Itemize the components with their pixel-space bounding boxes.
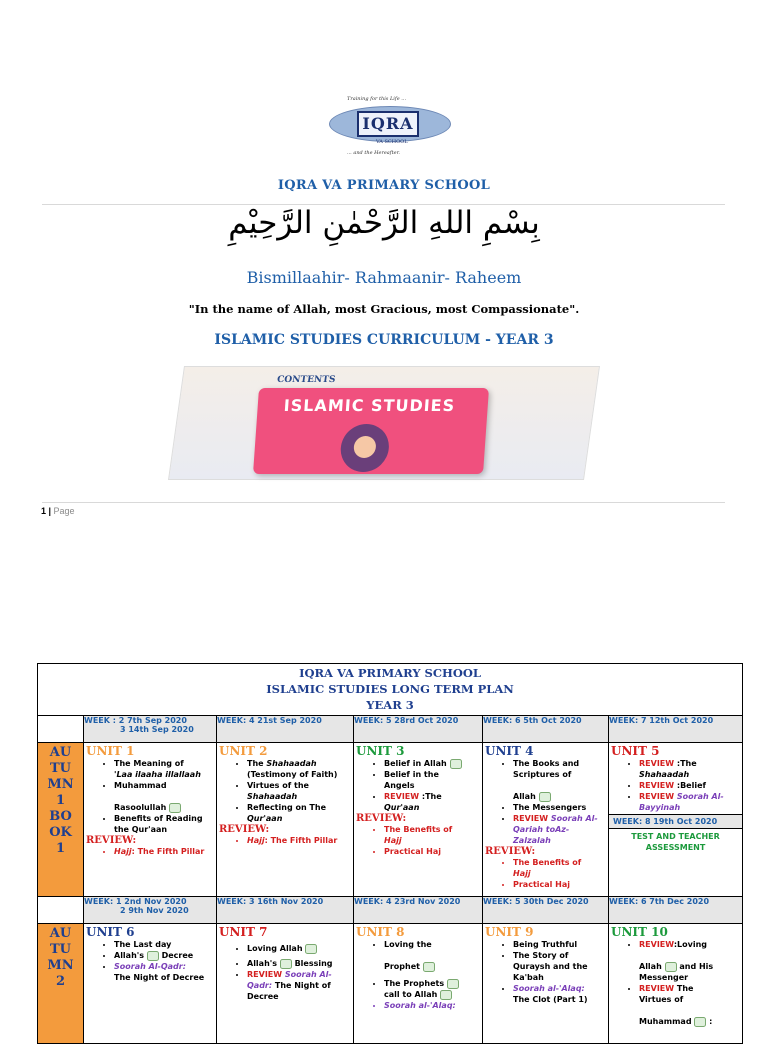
topic: Ka'bah bbox=[513, 973, 544, 982]
topic: The bbox=[247, 759, 267, 768]
topic: Allah bbox=[513, 792, 536, 801]
week-label: WEEK: 8 19th Oct 2020 bbox=[609, 814, 742, 829]
week-label: 2 9th Nov 2020 bbox=[120, 906, 189, 915]
week-cell bbox=[84, 716, 217, 743]
week-label: WEEK: 4 23rd Nov 2020 bbox=[354, 897, 461, 906]
topic: Decree bbox=[158, 951, 194, 960]
unit-3-cell bbox=[354, 743, 483, 897]
logo-tagline-top: Training for this Life ... bbox=[347, 96, 407, 102]
week-label: WEEK: 6 5th Oct 2020 bbox=[483, 716, 582, 725]
book-cover bbox=[253, 388, 489, 474]
topic: Muhammad bbox=[639, 1017, 692, 1026]
topic: Being Truthful bbox=[513, 940, 578, 949]
calligraphy-icon bbox=[440, 990, 452, 1000]
review-label: REVIEW: bbox=[356, 813, 407, 824]
topic: : bbox=[706, 1017, 713, 1026]
plan-header bbox=[38, 664, 743, 716]
topic: Hajj bbox=[114, 847, 132, 856]
topic: Allah bbox=[639, 962, 662, 971]
textbook-cover-image bbox=[176, 366, 590, 478]
topic: :The bbox=[674, 759, 697, 768]
term-label-autumn-2: AU TU MN 2 bbox=[38, 924, 84, 1044]
topic: call to Allah bbox=[384, 990, 438, 999]
week-cell bbox=[354, 897, 483, 924]
week-cell bbox=[217, 716, 354, 743]
calligraphy-icon bbox=[539, 792, 551, 802]
unit-heading: UNIT 9 bbox=[485, 925, 534, 939]
week-cell bbox=[609, 716, 743, 743]
logo-tagline-bottom: ... and the Hereafter. bbox=[347, 150, 401, 156]
topic: The Story of bbox=[513, 951, 569, 960]
topic: REVIEW bbox=[247, 970, 285, 979]
unit-9-cell bbox=[483, 924, 609, 1044]
week-label: WEEK : 2 7th Sep 2020 bbox=[84, 716, 187, 725]
unit-2-cell bbox=[217, 743, 354, 897]
review-label: REVIEW: bbox=[86, 835, 137, 846]
topic: Soorah Al-Qadr: bbox=[114, 962, 186, 971]
school-name: IQRA VA PRIMARY SCHOOL bbox=[277, 178, 491, 193]
unit-5-cell bbox=[609, 743, 743, 897]
unit-heading: UNIT 10 bbox=[611, 925, 668, 939]
topic: Soorah al-'Alaq: bbox=[513, 984, 585, 993]
topic: :Loving bbox=[673, 940, 708, 949]
topic: Loving Allah bbox=[247, 944, 303, 953]
basmala-arabic: بِسْمِ اللهِ الرَّحْمٰنِ الرَّحِيْمِ bbox=[228, 205, 540, 241]
unit-8-cell bbox=[354, 924, 483, 1044]
week-label: WEEK: 6 7th Dec 2020 bbox=[609, 897, 710, 906]
topic: Scriptures of bbox=[513, 770, 572, 779]
topic: Allah's bbox=[114, 951, 144, 960]
topic: Qur'aan bbox=[384, 803, 420, 812]
basmala-meaning: "In the name of Allah, most Gracious, most Compassionate". bbox=[188, 302, 580, 316]
topic: Shahaadah bbox=[639, 770, 690, 779]
calligraphy-icon bbox=[450, 759, 462, 769]
topic: The Benefits of bbox=[384, 825, 453, 834]
topic: Qur'aan bbox=[247, 814, 283, 823]
topic: Soorah al-'Alaq: bbox=[384, 1001, 456, 1010]
topic: Rasoolullah bbox=[114, 803, 167, 812]
logo-name: IQRA bbox=[357, 111, 419, 137]
topic: Quraysh and the bbox=[513, 962, 588, 971]
unit-heading: UNIT 1 bbox=[86, 744, 135, 758]
week-label: WEEK: 5 30th Dec 2020 bbox=[483, 897, 589, 906]
topic: and His bbox=[676, 962, 714, 971]
unit-6-cell bbox=[84, 924, 217, 1044]
topic: REVIEW bbox=[384, 792, 420, 801]
week-cell bbox=[609, 897, 743, 924]
topic: The Clot (Part 1) bbox=[513, 995, 588, 1004]
week-label: WEEK: 4 21st Sep 2020 bbox=[217, 716, 322, 725]
topic: : The Fifth Pillar bbox=[131, 847, 205, 856]
week-cell bbox=[483, 897, 609, 924]
pbuh-calligraphy-icon bbox=[423, 962, 435, 972]
topic: Benefits of Reading bbox=[114, 814, 203, 823]
topic: REVIEW bbox=[639, 792, 677, 801]
topic: REVIEW bbox=[639, 781, 675, 790]
topic: The Last day bbox=[114, 940, 172, 949]
topic: :The bbox=[419, 792, 442, 801]
unit-heading: UNIT 4 bbox=[485, 744, 534, 758]
topic: Soorah Al-Qadr: bbox=[247, 970, 332, 990]
contents-label: CONTENTS bbox=[276, 375, 336, 385]
long-term-plan-table bbox=[37, 663, 743, 1044]
week-row-spacer bbox=[38, 897, 84, 924]
calligraphy-icon bbox=[305, 944, 317, 954]
unit-7-cell bbox=[217, 924, 354, 1044]
topic: 'Laa ilaaha illallaah bbox=[114, 770, 201, 779]
topic: Hajj bbox=[513, 869, 531, 878]
topic: Reflecting on The bbox=[247, 803, 327, 812]
week-label: WEEK: 7 12th Oct 2020 bbox=[609, 716, 714, 725]
week-row-spacer bbox=[38, 716, 84, 743]
topic: Practical Haj bbox=[384, 847, 442, 856]
pbuh-calligraphy-icon bbox=[169, 803, 181, 813]
page-label: Page bbox=[53, 506, 75, 516]
cover-title: ISLAMIC STUDIES bbox=[283, 396, 456, 415]
week-cell bbox=[354, 716, 483, 743]
topic: Shahaadah bbox=[266, 759, 317, 768]
topic: Belief in the bbox=[384, 770, 439, 779]
topic: The Night of Decree bbox=[114, 973, 205, 982]
calligraphy-icon bbox=[280, 959, 292, 969]
week-cell bbox=[217, 897, 354, 924]
topic: Prophet bbox=[384, 962, 420, 971]
unit-4-cell bbox=[483, 743, 609, 897]
topic: Virtues of bbox=[639, 995, 684, 1004]
week-label: WEEK: 1 2nd Nov 2020 bbox=[84, 897, 187, 906]
unit-heading: UNIT 3 bbox=[356, 744, 405, 758]
topic: REVIEW bbox=[639, 759, 675, 768]
unit-10-cell bbox=[609, 924, 743, 1044]
topic: Angels bbox=[384, 781, 415, 790]
week-cell bbox=[483, 716, 609, 743]
calligraphy-icon bbox=[665, 962, 677, 972]
topic: :Belief bbox=[674, 781, 706, 790]
topic: REVIEW bbox=[513, 814, 551, 823]
topic: (Testimony of Faith) bbox=[247, 770, 338, 779]
topic: Soorah Al-Bayyinah bbox=[639, 792, 724, 812]
unit-heading: UNIT 7 bbox=[219, 925, 268, 939]
pbuh-calligraphy-icon bbox=[447, 979, 459, 989]
bismillah-transliteration: Bismillaahir- Rahmaanir- Raheem bbox=[246, 268, 522, 287]
week-label: WEEK: 3 16th Nov 2020 bbox=[217, 897, 324, 906]
topic: The Benefits of bbox=[513, 858, 582, 867]
topic: Messenger bbox=[639, 973, 689, 982]
topic: Hajj bbox=[384, 836, 402, 845]
logo-sub: VA SCHOOL bbox=[376, 139, 408, 145]
term-label-autumn-1: AU TU MN 1 BO OK 1 bbox=[38, 743, 84, 897]
unit-heading: UNIT 5 bbox=[611, 744, 660, 758]
topic: The Books and bbox=[513, 759, 580, 768]
page-number bbox=[41, 506, 75, 516]
divider bbox=[42, 502, 725, 503]
page-number-value: 1 | bbox=[41, 506, 54, 516]
topic: Blessing bbox=[291, 959, 333, 968]
topic: REVIEW bbox=[639, 940, 674, 949]
topic: The Night of Decree bbox=[247, 981, 331, 1001]
review-label: REVIEW: bbox=[219, 824, 270, 835]
topic: Shahaadah bbox=[247, 792, 298, 801]
topic: REVIEW bbox=[639, 984, 677, 993]
topic: The Prophets bbox=[384, 979, 445, 988]
topic: Practical Haj bbox=[513, 880, 571, 889]
plan-title: ISLAMIC STUDIES LONG TERM PLAN bbox=[266, 682, 514, 696]
calligraphy-icon bbox=[147, 951, 159, 961]
topic: Loving the bbox=[384, 940, 432, 949]
topic: The bbox=[676, 984, 694, 993]
week-label: 3 14th Sep 2020 bbox=[120, 725, 194, 734]
week-label: WEEK: 5 28rd Oct 2020 bbox=[354, 716, 459, 725]
topic: Virtues of the bbox=[247, 781, 309, 790]
topic: the Qur'aan bbox=[114, 825, 168, 834]
topic: Allah's bbox=[247, 959, 277, 968]
topic: : The Fifth Pillar bbox=[264, 836, 338, 845]
review-label: REVIEW: bbox=[485, 846, 536, 857]
topic: The Messengers bbox=[513, 803, 587, 812]
pbuh-calligraphy-icon bbox=[694, 1017, 706, 1027]
topic: The Meaning of bbox=[114, 759, 184, 768]
unit-heading: UNIT 6 bbox=[86, 925, 135, 939]
plan-school-name: IQRA VA PRIMARY SCHOOL bbox=[299, 666, 481, 680]
school-logo bbox=[325, 95, 451, 161]
test-assessment-label: TEST AND TEACHER ASSESSMENT bbox=[631, 832, 720, 852]
topic: Belief in Allah bbox=[384, 759, 447, 768]
topic: Soorah Al-Qariah toAz-Zalzalah bbox=[513, 814, 598, 845]
curriculum-title: ISLAMIC STUDIES CURRICULUM - YEAR 3 bbox=[214, 332, 554, 348]
unit-heading: UNIT 8 bbox=[356, 925, 405, 939]
unit-heading: UNIT 2 bbox=[219, 744, 268, 758]
plan-year: YEAR 3 bbox=[366, 698, 414, 712]
topic: Hajj bbox=[247, 836, 265, 845]
week-cell bbox=[84, 897, 217, 924]
topic: Muhammad bbox=[114, 781, 167, 790]
unit-1-cell bbox=[84, 743, 217, 897]
